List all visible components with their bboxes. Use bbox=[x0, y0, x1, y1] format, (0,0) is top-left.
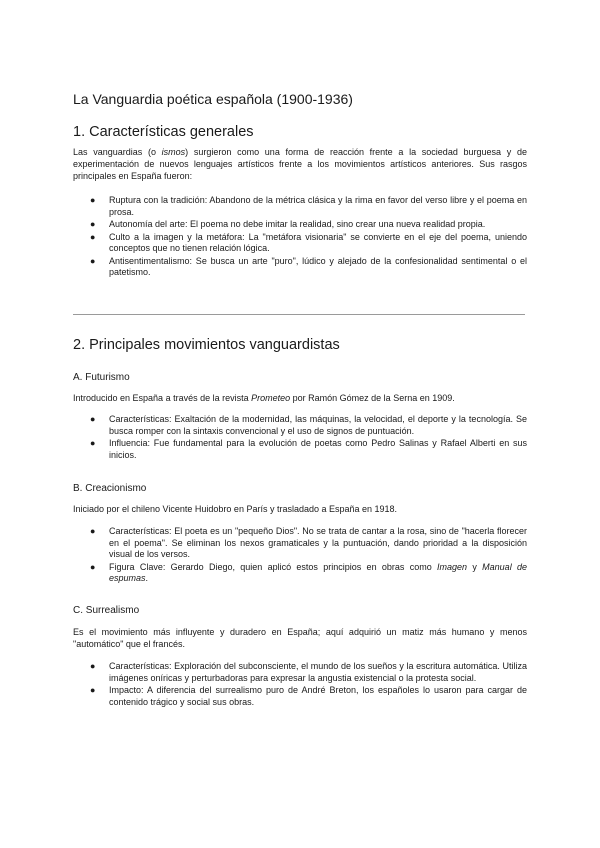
list-item-text: Figura Clave: Gerardo Diego, quien aplicó estos principios en obras como bbox=[109, 561, 438, 572]
surrealismo-bullet-list bbox=[73, 661, 527, 709]
section-1-heading: 1. Características generales bbox=[73, 124, 254, 140]
list-item-text: Culto a la imagen y la metáfora: La "metáfora visionaria" se convierte en el eje del poema, uniendo conceptos que no tienen relación lógica. bbox=[109, 231, 527, 253]
list-item-text: Autonomía del arte: El poema no debe imitar la realidad, sino crear una nueva realidad propia. bbox=[109, 219, 486, 229]
list-item-text: Antisentimentalismo: Se busca un arte "puro", lúdico y alejado de la confesionalidad sentimental o el patetismo. bbox=[109, 255, 527, 277]
bullet-icon: ● bbox=[90, 685, 96, 695]
bullet-icon: ● bbox=[90, 561, 96, 572]
list-item-text: y bbox=[467, 561, 483, 572]
list-item-text: Impacto: A diferencia del surrealismo puro de André Breton, los españoles lo usaron para cargar de contenido trágico y social sus obras. bbox=[109, 685, 527, 707]
intro-emphasis: ismos bbox=[161, 147, 186, 157]
list-item bbox=[73, 661, 527, 684]
list-item bbox=[73, 219, 527, 231]
surrealismo-intro: Es el movimiento más influyente y duradero en España; aquí adquirió un matiz más humano y menos "automático" que el francés. bbox=[73, 627, 527, 649]
list-item-text: Características: Exploración del subconsciente, el mundo de los sueños y la escritura automática. Utiliza imágenes oníricas y perturbadoras para expresar la angustia existencial o la protesta social. bbox=[109, 661, 527, 683]
intro-text: Las vanguardias (o bbox=[73, 147, 162, 157]
list-item-text: Características: El poeta es un "pequeño Dios". No se trata de cantar a la rosa, sino de "hacerla florecer en el poema". Se eliminan los nexos gramaticales y la puntuación, dando prioridad a la disposición visual de los versos. bbox=[109, 526, 527, 559]
bullet-icon: ● bbox=[90, 255, 96, 266]
futurismo-intro bbox=[73, 392, 527, 404]
list-item-text: . bbox=[145, 573, 149, 583]
intro-text-continued: ) surgieron como una forma de reacción frente a la sociedad burguesa y de experimentación de nuevos lenguajes artísticos frente a los movimientos artísticos anteriores. Sus rasgos principales en España fueron: bbox=[73, 147, 527, 181]
futurismo-heading: A. Futurismo bbox=[73, 372, 130, 383]
list-item-text: Influencia: Fue fundamental para la evolución de poetas como Pedro Salinas y Rafael Alberti en sus inicios. bbox=[109, 438, 527, 460]
document-title: La Vanguardia poética española (1900-1936) bbox=[73, 91, 353, 107]
intro-text: Introducido en España a través de la revista bbox=[73, 393, 252, 403]
list-item-text: Características: Exaltación de la modernidad, las máquinas, la velocidad, el deporte y la tecnología. Se busca romper con la sintaxis convencional y el uso de signos de puntuación. bbox=[109, 414, 527, 436]
bullet-icon: ● bbox=[90, 219, 96, 229]
intro-text-continued: por Ramón Gómez de la Serna en 1909. bbox=[290, 393, 455, 403]
section-1-intro bbox=[73, 146, 527, 182]
list-item bbox=[73, 256, 527, 279]
list-item bbox=[73, 526, 527, 561]
futurismo-bullet-list bbox=[73, 414, 527, 462]
creacionismo-intro: Iniciado por el chileno Vicente Huidobro en París y trasladado a España en 1918. bbox=[73, 504, 398, 514]
list-item bbox=[73, 438, 527, 461]
work-title: Manual de espumas bbox=[109, 561, 528, 583]
work-title: Imagen bbox=[437, 561, 468, 572]
magazine-title: Prometeo bbox=[251, 393, 291, 403]
section-2-heading: 2. Principales movimientos vanguardistas bbox=[73, 337, 340, 353]
list-item bbox=[73, 562, 527, 585]
bullet-icon: ● bbox=[90, 438, 96, 448]
creacionismo-heading: B. Creacionismo bbox=[73, 483, 147, 494]
section-1-bullet-list bbox=[73, 195, 527, 280]
list-item bbox=[73, 685, 527, 708]
bullet-icon: ● bbox=[90, 195, 96, 205]
list-item-text: Ruptura con la tradición: Abandono de la métrica clásica y la rima en favor del verso libre y el poema en prosa. bbox=[109, 195, 527, 217]
list-item bbox=[73, 195, 527, 218]
bullet-icon: ● bbox=[90, 231, 96, 242]
horizontal-divider bbox=[73, 314, 525, 315]
creacionismo-bullet-list bbox=[73, 526, 527, 586]
list-item bbox=[73, 232, 527, 255]
surrealismo-heading: C. Surrealismo bbox=[73, 605, 140, 616]
list-item bbox=[73, 414, 527, 437]
bullet-icon: ● bbox=[90, 661, 96, 671]
bullet-icon: ● bbox=[90, 414, 96, 424]
bullet-icon: ● bbox=[90, 526, 96, 536]
